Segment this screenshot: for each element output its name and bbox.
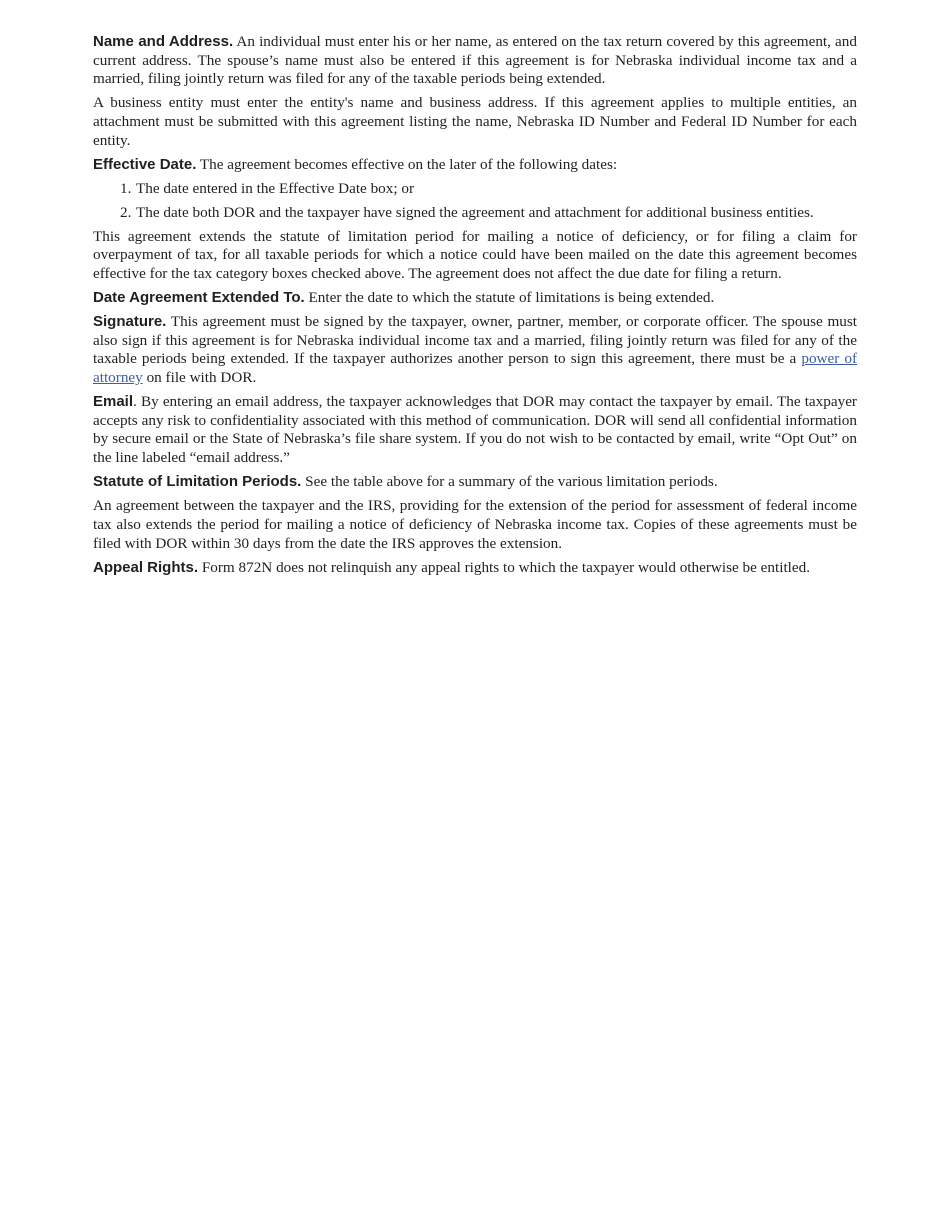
list-item-number: 1. xyxy=(120,179,132,197)
effective-date-heading: Effective Date. xyxy=(93,155,197,173)
signature-text-after: on file with DOR. xyxy=(142,369,257,387)
date-extended-text: Enter the date to which the statute of limitations is being extended. xyxy=(304,288,715,306)
power-of-attorney-link[interactable]: power of attorney xyxy=(93,350,858,387)
list-item-number: 2. xyxy=(120,203,132,221)
name-address-text: An individual must enter his or her name, as entered on the tax return covered by this agreement, and current address. The spouse’s name must also be entered if this agreement is for Nebraska individual income tax and a married, filing jointly return was filed for any of the taxable periods being extended. xyxy=(93,33,857,88)
email-heading: Email xyxy=(93,393,134,411)
date-extended-paragraph xyxy=(93,289,857,308)
effective-date-text: The agreement becomes effective on the later of the following dates: xyxy=(196,155,618,173)
name-address-heading: Name and Address. xyxy=(93,33,234,50)
appeal-paragraph xyxy=(93,559,857,578)
effective-date-paragraph xyxy=(93,156,857,175)
list-item xyxy=(120,204,857,223)
list-item xyxy=(120,180,857,199)
list-item-text: The date entered in the Effective Date box; or xyxy=(136,179,415,197)
signature-paragraph xyxy=(93,313,857,388)
instructions-page xyxy=(93,33,857,583)
appeal-text: Form 872N does not relinquish any appeal rights to which the taxpayer would otherwise be entitled. xyxy=(198,558,811,576)
name-address-paragraph xyxy=(93,33,857,89)
effective-date-list xyxy=(93,180,857,222)
extends-paragraph: This agreement extends the statute of limitation period for mailing a notice of deficiency, or for filing a claim for overpayment of tax, for all taxable periods for which a notice could have been mailed on the date this agreement becomes effective for the tax category boxes checked above. The agreement does not affect the due date for filing a return. xyxy=(93,227,857,282)
email-paragraph xyxy=(93,393,857,468)
list-item-text: The date both DOR and the taxpayer have signed the agreement and attachment for additional business entities. xyxy=(136,203,814,221)
signature-heading: Signature. xyxy=(93,312,167,330)
date-extended-heading: Date Agreement Extended To. xyxy=(93,288,305,306)
appeal-heading: Appeal Rights. xyxy=(93,558,199,576)
statute-heading: Statute of Limitation Periods. xyxy=(93,473,302,491)
statute-text: See the table above for a summary of the various limitation periods. xyxy=(301,473,718,491)
signature-text: This agreement must be signed by the taxpayer, owner, partner, member, or corporate officer. The spouse must also sign if this agreement is for Nebraska individual income tax and a married, filing jointly return was filed for any of the taxable periods being extended. If the taxpayer authorizes another person to sign this agreement, there must be a xyxy=(93,312,857,368)
statute-paragraph xyxy=(93,473,857,492)
irs-agreement-paragraph: An agreement between the taxpayer and the IRS, providing for the extension of the period for assessment of federal income tax also extends the period for mailing a notice of deficiency of Nebraska income tax. Copies of these agreements must be filed with DOR within 30 days from the date the IRS approves the extension. xyxy=(93,497,857,552)
business-entity-paragraph: A business entity must enter the entity's name and business address. If this agreement applies to multiple entities, an attachment must be submitted with this agreement listing the name, Nebraska ID Number and Federal ID Number for each entity. xyxy=(93,94,857,149)
email-text: . By entering an email address, the taxpayer acknowledges that DOR may contact the taxpayer by email. The taxpayer accepts any risk to confidentiality associated with this method of communication. DOR will send all confidential information by secure email or the State of Nebraska’s file share system. If you do not wish to be contacted by email, write “Opt Out” on the line labeled “email address.” xyxy=(93,393,857,467)
